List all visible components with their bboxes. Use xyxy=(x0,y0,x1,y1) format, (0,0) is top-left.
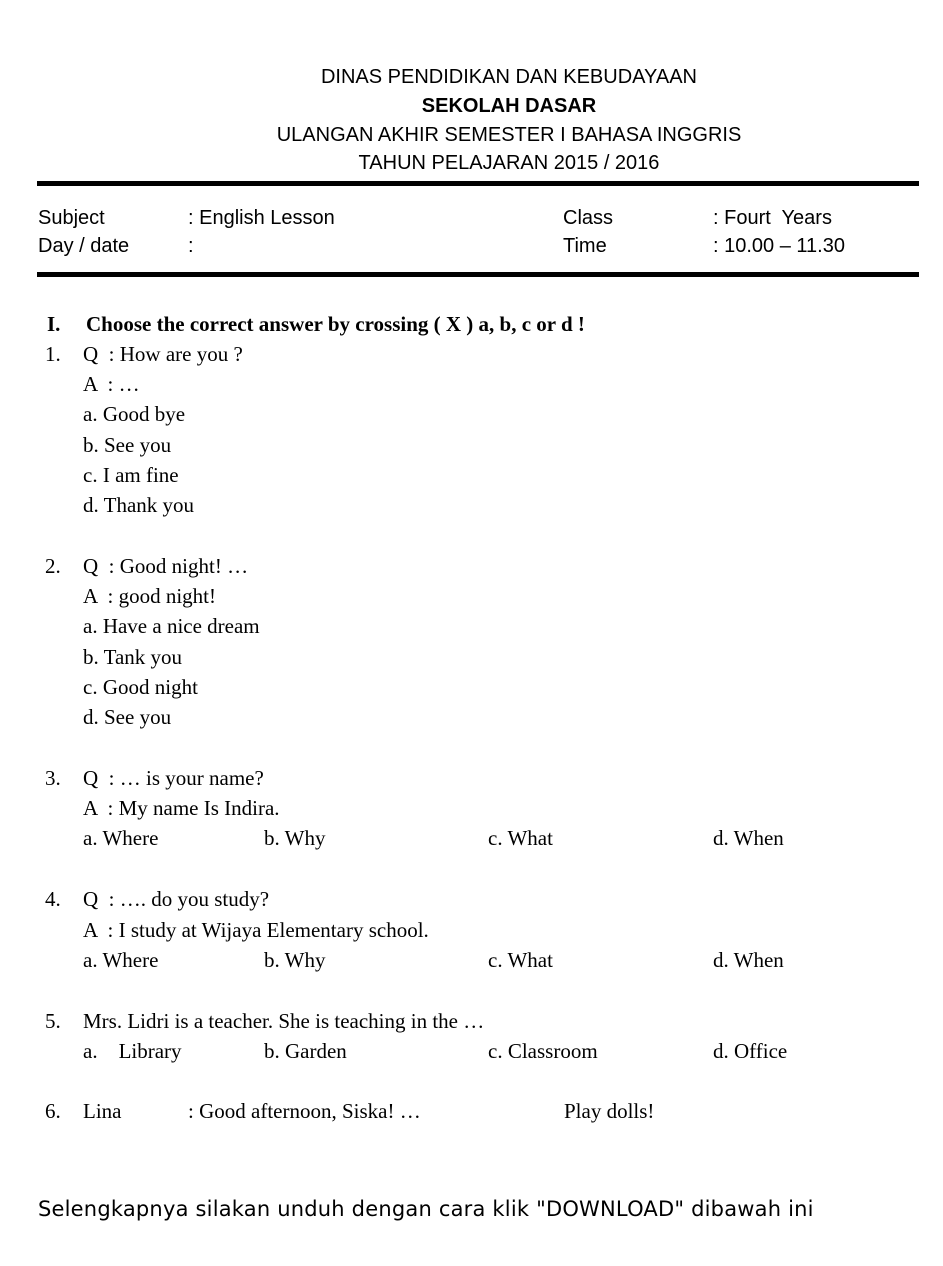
answer-text: A : I study at Wijaya Elementary school. xyxy=(83,918,429,942)
question-number: 2. xyxy=(45,554,61,578)
subject-label: Subject xyxy=(38,207,105,229)
option-d[interactable]: d. Thank you xyxy=(83,493,195,517)
question-text: Q : … is your name? xyxy=(83,766,264,790)
question-text: Mrs. Lidri is a teacher. She is teaching in the … xyxy=(83,1009,485,1033)
download-notice: Selengkapnya silakan unduh dengan cara klik "DOWNLOAD" dibawah ini xyxy=(38,1197,814,1221)
subject-value: : English Lesson xyxy=(188,207,335,229)
section-instruction: Choose the correct answer by crossing ( X ) a, b, c or d ! xyxy=(86,312,585,336)
section-number: I. xyxy=(47,312,61,336)
header-line-agency: DINAS PENDIDIKAN DAN KEBUDAYAAN xyxy=(320,66,697,88)
option-c[interactable]: c. What xyxy=(488,948,553,972)
day-date-value: : xyxy=(188,235,194,257)
option-c[interactable]: c. Good night xyxy=(83,675,198,699)
question-number: 5. xyxy=(45,1009,61,1033)
option-b[interactable]: b. Tank you xyxy=(83,645,183,669)
option-c[interactable]: c. I am fine xyxy=(83,463,179,487)
option-a[interactable]: a. Where xyxy=(83,826,159,850)
option-c[interactable]: c. What xyxy=(488,826,553,850)
header-line-year: TAHUN PELAJARAN 2015 / 2016 xyxy=(358,152,660,174)
option-a[interactable]: a. Have a nice dream xyxy=(83,614,260,638)
option-b[interactable]: b. See you xyxy=(83,433,172,457)
dialogue-speaker: Lina xyxy=(83,1099,122,1123)
option-a[interactable]: a. Where xyxy=(83,948,159,972)
class-label: Class xyxy=(563,207,614,229)
time-label: Time xyxy=(563,235,607,257)
option-d[interactable]: d. When xyxy=(713,948,784,972)
option-b[interactable]: b. Why xyxy=(264,826,326,850)
option-d[interactable]: d. See you xyxy=(83,705,172,729)
answer-text: A : good night! xyxy=(83,584,217,608)
top-divider xyxy=(37,181,919,186)
header-line-school: SEKOLAH DASAR xyxy=(421,95,597,117)
answer-text: A : My name Is Indira. xyxy=(83,796,280,820)
option-b[interactable]: b. Why xyxy=(264,948,326,972)
option-b[interactable]: b. Garden xyxy=(264,1039,347,1063)
question-text: Q : Good night! … xyxy=(83,554,249,578)
option-c[interactable]: c. Classroom xyxy=(488,1039,598,1063)
question-number: 3. xyxy=(45,766,61,790)
option-d[interactable]: d. When xyxy=(713,826,784,850)
option-d[interactable]: d. Office xyxy=(713,1039,788,1063)
header-line-exam: ULANGAN AKHIR SEMESTER I BAHASA INGGRIS xyxy=(276,124,742,146)
bottom-divider xyxy=(37,272,919,277)
question-text: Q : How are you ? xyxy=(83,342,243,366)
dialogue-line: : Good afternoon, Siska! … xyxy=(188,1099,421,1123)
question-number: 6. xyxy=(45,1099,61,1123)
answer-text: A : … xyxy=(83,372,140,396)
day-date-label: Day / date xyxy=(38,235,130,257)
dialogue-reply: Play dolls! xyxy=(564,1099,655,1123)
option-a[interactable]: a. Good bye xyxy=(83,402,186,426)
question-number: 1. xyxy=(45,342,61,366)
option-a[interactable]: a. Library xyxy=(83,1039,182,1063)
question-text: Q : …. do you study? xyxy=(83,887,270,911)
class-value: : Fourt Years xyxy=(713,207,832,229)
question-number: 4. xyxy=(45,887,61,911)
time-value: : 10.00 – 11.30 xyxy=(713,235,845,257)
